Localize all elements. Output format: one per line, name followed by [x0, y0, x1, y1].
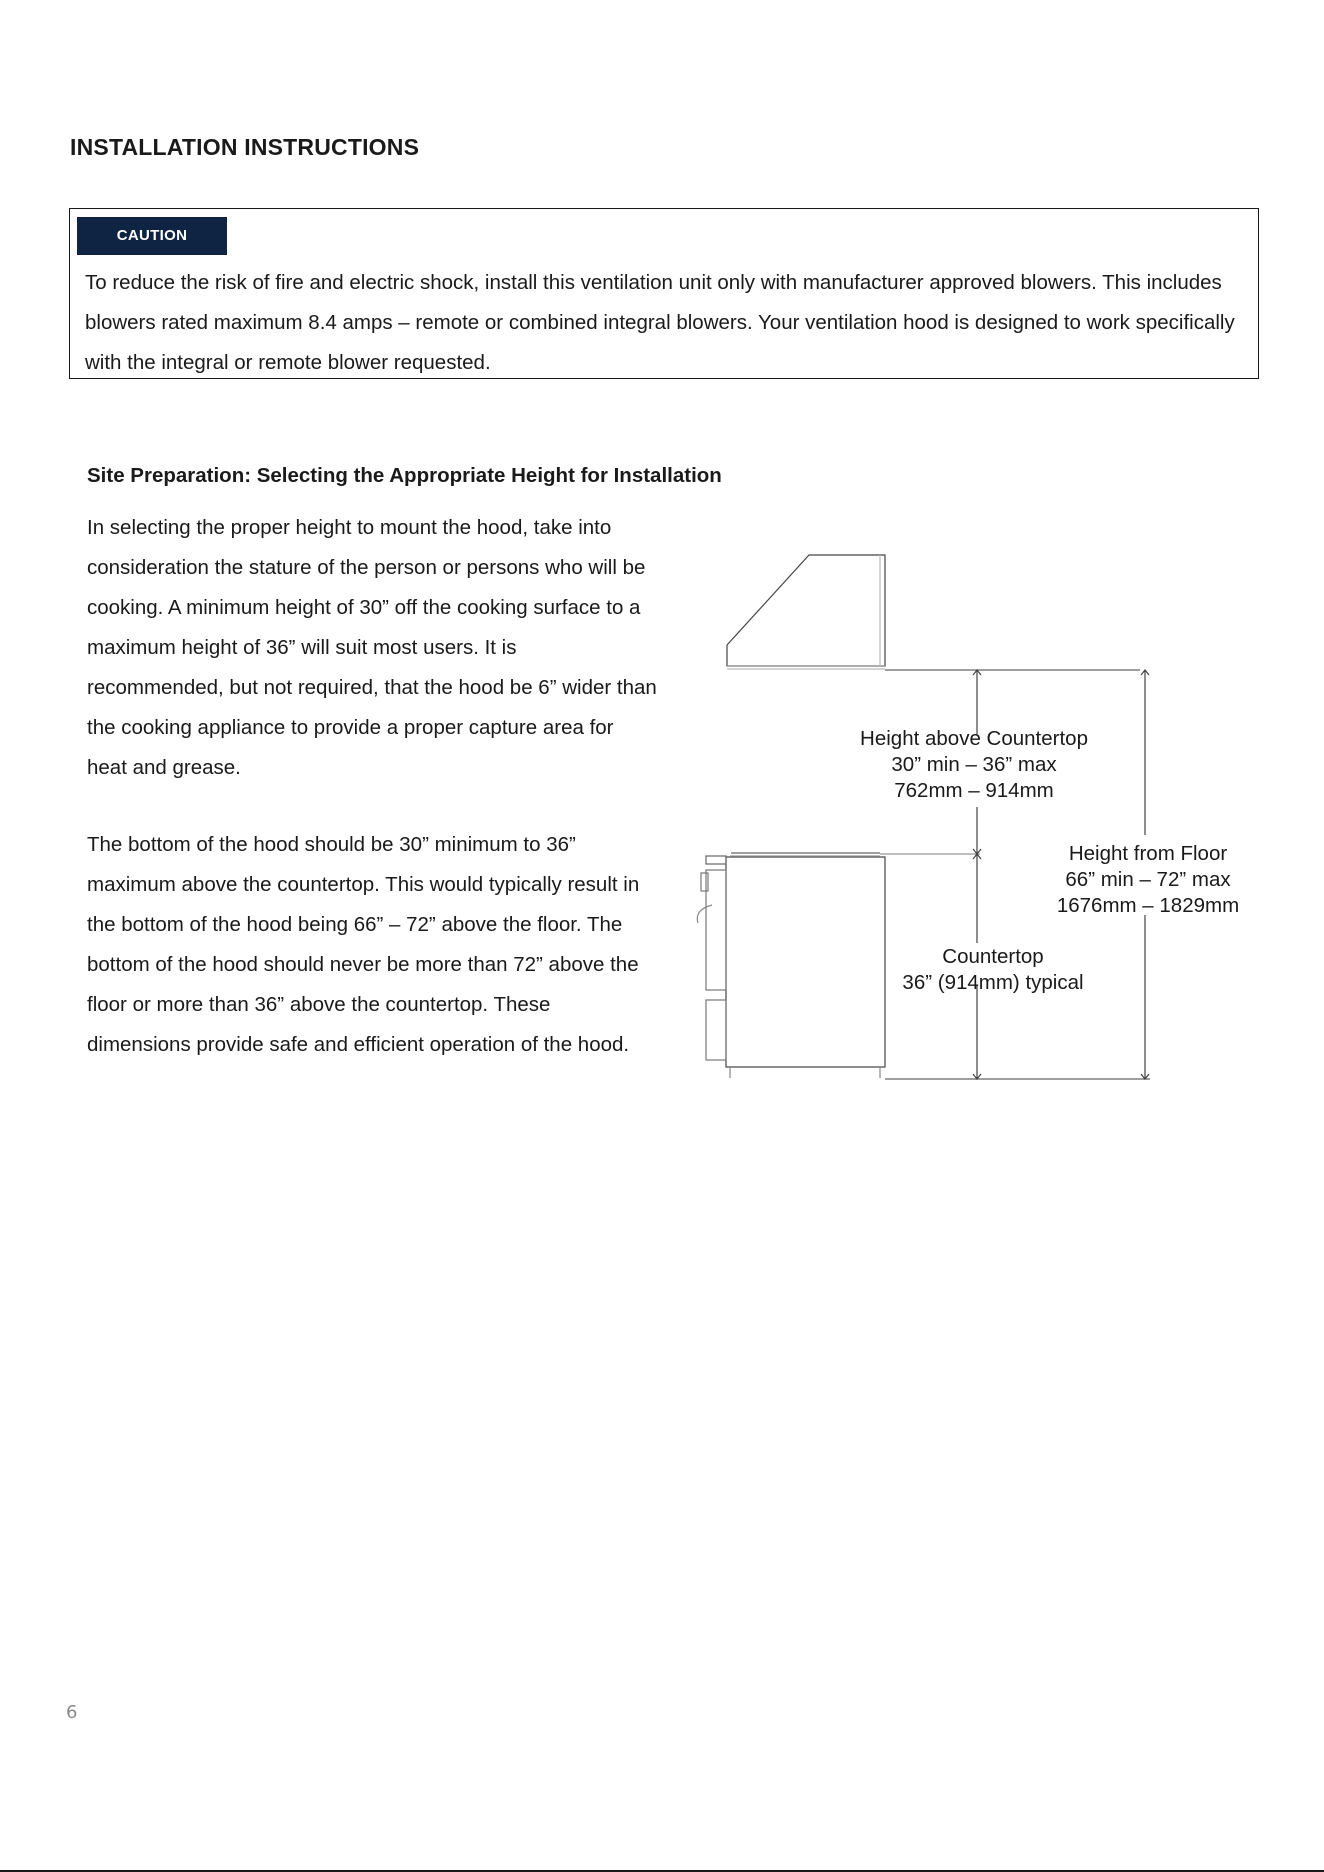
hood-height-diagram [690, 545, 1260, 1085]
section-heading: Site Preparation: Selecting the Appropriate Height for Installation [87, 464, 722, 487]
hood-outline [727, 555, 885, 666]
caution-badge: CAUTION [77, 217, 227, 255]
caution-box [69, 208, 1259, 379]
caution-text: To reduce the risk of fire and electric shock, install this ventilation unit only with manufacturer approved blowers. This includes blowers rated maximum 8.4 amps – remote or combined integral blowers. Your ventilation hood is designed to work specifically with the integral or remote blower requested. [85, 271, 1235, 374]
height-above-countertop-metric: 762mm – 914mm [894, 779, 1054, 802]
site-prep-paragraph-2: The bottom of the hood should be 30” minimum to 36” maximum above the countertop. This would typically result in the bottom of the hood being 66” – 72” above the floor. The bottom of the hood should never be more than 72” above the floor or more than 36” above the countertop. These dimensions provide safe and efficient operation of the hood. [87, 833, 640, 1056]
oven-handle [697, 905, 712, 923]
height-from-floor-imperial: 66” min – 72” max [1065, 868, 1231, 891]
countertop-label [902, 945, 1083, 994]
height-from-floor-label [1057, 842, 1239, 917]
height-from-floor-title: Height from Floor [1068, 842, 1228, 865]
control-knob [701, 873, 708, 891]
site-prep-paragraph-1: In selecting the proper height to mount the hood, take into consideration the stature of the person or persons who will be cooking. A minimum height of 30” off the cooking surface to a maximum height of 36” will suit most users. It is recommended, but not required, that the hood be 6” wider than the cooking appliance to provide a proper capture area for heat and grease. [87, 516, 657, 779]
countertop-title: Countertop [942, 945, 1044, 968]
height-above-countertop-title: Height above Countertop [860, 727, 1088, 750]
countertop-dimension: 36” (914mm) typical [902, 971, 1084, 994]
drawer [706, 1000, 726, 1060]
height-above-countertop-label [860, 727, 1088, 802]
height-above-countertop-imperial: 30” min – 36” max [891, 753, 1057, 776]
height-from-floor-metric: 1676mm – 1829mm [1056, 894, 1240, 917]
backguard [706, 856, 726, 864]
range-illustration [697, 853, 885, 1078]
range-body [726, 857, 885, 1067]
range-hood-illustration [727, 555, 885, 669]
oven-door [706, 870, 726, 990]
page-title: INSTALLATION INSTRUCTIONS [70, 134, 420, 160]
page-number: 6 [66, 1702, 78, 1723]
